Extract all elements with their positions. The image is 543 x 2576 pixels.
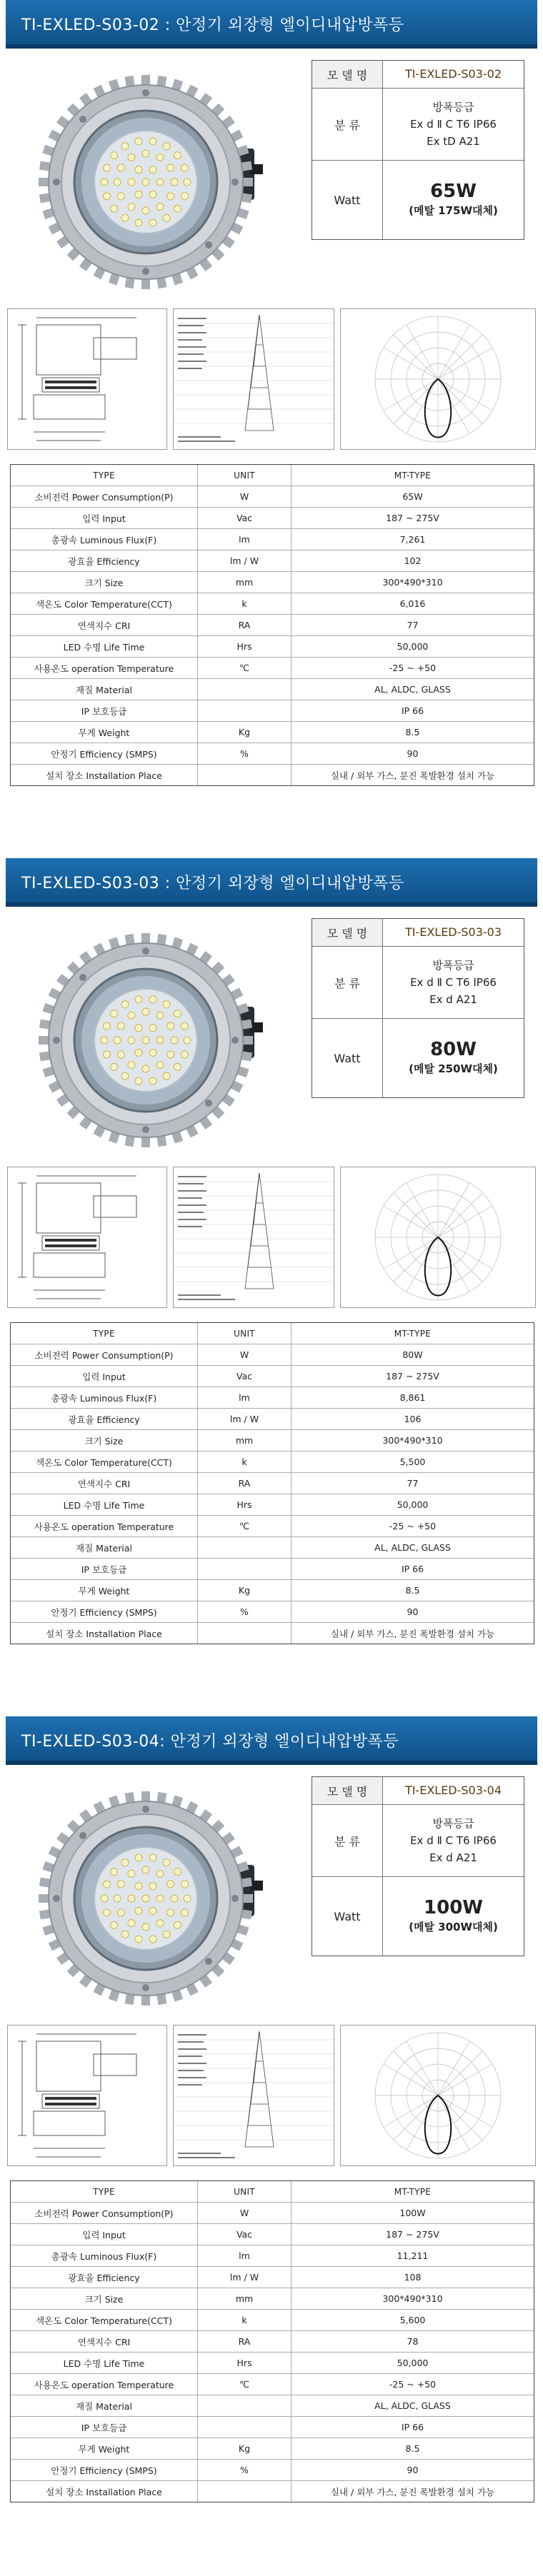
polar-distribution-chart <box>340 2025 536 2166</box>
row-type: LED 수명 Life Time <box>11 2353 198 2373</box>
watt-value: 65W <box>430 181 477 202</box>
table-row <box>11 743 534 765</box>
row-unit: Hrs <box>198 2353 292 2373</box>
row-type: IP 보호등급 <box>11 2417 198 2437</box>
class-line: Ex tD A21 <box>427 135 480 148</box>
row-type: 색온도 Color Temperature(CCT) <box>11 1451 198 1472</box>
dimension-drawing <box>7 2025 167 2166</box>
table-header <box>11 465 534 486</box>
row-unit <box>198 2481 292 2502</box>
table-row <box>11 1537 534 1559</box>
table-row <box>11 2374 534 2395</box>
row-value: -25 ~ +50 <box>389 663 437 673</box>
row-type: 총광속 Luminous Flux(F) <box>11 1387 198 1408</box>
table-row <box>11 722 534 743</box>
row-unit: RA <box>198 615 292 635</box>
watt-label: Watt <box>312 161 383 239</box>
row-unit: mm <box>198 1430 292 1451</box>
row-unit: k <box>198 593 292 614</box>
row-type: LED 수명 Life Time <box>11 1494 198 1515</box>
watt-value: 80W <box>430 1039 477 1060</box>
row-value: 6,016 <box>399 598 426 609</box>
class-row <box>312 89 524 161</box>
row-unit <box>198 1623 292 1644</box>
model-value: TI-EXLED-S03-02 <box>404 67 502 81</box>
row-unit: W <box>198 2203 292 2223</box>
table-row <box>11 679 534 700</box>
watt-row <box>312 161 524 239</box>
model-label: 모 델 명 <box>312 919 383 946</box>
row-type: 설치 장소 Installation Place <box>11 765 198 785</box>
row-unit: lm / W <box>198 1409 292 1429</box>
technical-drawings <box>7 1167 536 1308</box>
class-line: 방폭등급 <box>432 101 474 114</box>
row-type: 안정기 Efficiency (SMPS) <box>11 2460 198 2480</box>
row-value: 300*490*310 <box>382 2293 443 2304</box>
watt-row <box>312 1019 524 1097</box>
polar-distribution-chart <box>340 308 536 450</box>
class-row <box>312 947 524 1019</box>
row-type: 입력 Input <box>11 1366 198 1387</box>
model-row <box>312 61 524 89</box>
row-type: 소비전력 Power Consumption(P) <box>11 486 198 507</box>
light-distribution-chart <box>173 308 334 450</box>
table-row <box>11 1387 534 1409</box>
model-value: TI-EXLED-S03-03 <box>404 925 502 939</box>
row-value: 187 ~ 275V <box>386 513 439 523</box>
row-unit: Hrs <box>198 636 292 657</box>
row-type: 소비전력 Power Consumption(P) <box>11 1344 198 1365</box>
table-row <box>11 593 534 615</box>
class-line: 방폭등급 <box>432 959 474 972</box>
row-unit <box>198 679 292 700</box>
row-unit: RA <box>198 1473 292 1494</box>
product-photo <box>39 930 274 1151</box>
watt-label: Watt <box>312 1019 383 1097</box>
table-row <box>11 1623 534 1644</box>
table-row <box>11 2331 534 2353</box>
row-type: 재질 Material <box>11 679 198 700</box>
table-header <box>11 2181 534 2203</box>
row-value: 187 ~ 275V <box>386 1371 439 1382</box>
row-type: 광효율 Efficiency <box>11 2267 198 2288</box>
column-header: UNIT <box>198 465 292 485</box>
row-unit <box>198 1537 292 1558</box>
watt-values <box>383 161 524 239</box>
row-type: 광효율 Efficiency <box>11 550 198 571</box>
row-unit: lm <box>198 529 292 550</box>
spec-table <box>10 2180 534 2502</box>
table-row <box>11 1409 534 1430</box>
class-line: Ex d A21 <box>429 993 477 1006</box>
row-unit: Kg <box>198 2438 292 2459</box>
class-values <box>383 947 524 1018</box>
table-row <box>11 1366 534 1387</box>
row-type: 안정기 Efficiency (SMPS) <box>11 1601 198 1622</box>
row-type: 설치 장소 Installation Place <box>11 1623 198 1644</box>
watt-value: 100W <box>424 1897 483 1918</box>
row-type: 재질 Material <box>11 2395 198 2416</box>
table-row <box>11 2224 534 2245</box>
row-type: 연색지수 CRI <box>11 615 198 635</box>
row-type: 크기 Size <box>11 572 198 593</box>
product-title-banner <box>6 858 537 907</box>
watt-note: (메탈 300W대체) <box>409 1921 498 1933</box>
row-type: 안정기 Efficiency (SMPS) <box>11 743 198 764</box>
row-value: 78 <box>407 2336 419 2347</box>
row-unit: lm / W <box>198 2267 292 2288</box>
row-unit: ℃ <box>198 2374 292 2395</box>
model-label: 모 델 명 <box>312 1777 383 1804</box>
product-section <box>0 858 543 1716</box>
row-unit: RA <box>198 2331 292 2352</box>
model-label: 모 델 명 <box>312 61 383 88</box>
row-unit <box>198 2395 292 2416</box>
table-header <box>11 1323 534 1344</box>
class-values <box>383 1805 524 1876</box>
table-row <box>11 2460 534 2481</box>
table-row <box>11 2353 534 2374</box>
row-unit: % <box>198 1601 292 1622</box>
row-value: 90 <box>407 1606 419 1617</box>
row-type: 무게 Weight <box>11 2438 198 2459</box>
table-row <box>11 1451 534 1473</box>
lamp-image <box>39 75 263 289</box>
row-value: IP 66 <box>401 705 424 716</box>
row-value: 102 <box>404 555 422 566</box>
row-value: 실내 / 외부 가스, 분진 폭발환경 설치 가능 <box>330 1628 495 1639</box>
table-row <box>11 2395 534 2417</box>
row-type: 무게 Weight <box>11 722 198 743</box>
table-row <box>11 658 534 679</box>
model-value: TI-EXLED-S03-04 <box>404 1783 502 1797</box>
class-line: Ex d Ⅱ C T6 IP66 <box>410 1834 497 1847</box>
table-row <box>11 765 534 785</box>
watt-note: (메탈 250W대체) <box>409 1062 498 1075</box>
row-type: 입력 Input <box>11 2224 198 2245</box>
row-value: 8.5 <box>405 1585 420 1596</box>
column-header: UNIT <box>198 2181 292 2202</box>
row-unit: k <box>198 2310 292 2330</box>
row-type: 연색지수 CRI <box>11 2331 198 2352</box>
row-unit: ℃ <box>198 1516 292 1536</box>
spec-table <box>10 464 534 786</box>
table-row <box>11 2438 534 2460</box>
row-type: 연색지수 CRI <box>11 1473 198 1494</box>
lamp-image <box>39 933 263 1147</box>
dimension-drawing <box>7 1167 167 1308</box>
light-distribution-chart <box>173 2025 334 2166</box>
row-type: 무게 Weight <box>11 1580 198 1601</box>
class-row <box>312 1805 524 1877</box>
table-row <box>11 2203 534 2224</box>
row-value: 실내 / 외부 가스, 분진 폭발환경 설치 가능 <box>330 770 495 781</box>
row-unit: lm <box>198 1387 292 1408</box>
row-type: 설치 장소 Installation Place <box>11 2481 198 2502</box>
row-value: 300*490*310 <box>382 1435 443 1446</box>
row-value: IP 66 <box>401 2422 424 2432</box>
technical-drawings <box>7 308 536 450</box>
row-type: 입력 Input <box>11 508 198 528</box>
row-type: 소비전력 Power Consumption(P) <box>11 2203 198 2223</box>
table-row <box>11 1580 534 1601</box>
class-label: 분 류 <box>312 947 383 1018</box>
row-value: 5,600 <box>399 2315 426 2325</box>
technical-drawings <box>7 2025 536 2166</box>
table-row <box>11 508 534 529</box>
row-value: 90 <box>407 2465 419 2475</box>
product-photo <box>39 71 274 293</box>
row-unit: lm <box>198 2245 292 2266</box>
row-value: 50,000 <box>397 2358 429 2368</box>
table-row <box>11 2245 534 2267</box>
product-section <box>0 1716 543 2575</box>
row-type: IP 보호등급 <box>11 1559 198 1579</box>
row-type: 사용온도 operation Temperature <box>11 1516 198 1536</box>
row-unit: mm <box>198 2288 292 2309</box>
table-row <box>11 700 534 722</box>
row-unit: Kg <box>198 722 292 743</box>
row-unit <box>198 765 292 785</box>
watt-values <box>383 1877 524 1956</box>
row-value: 50,000 <box>397 641 429 652</box>
class-line: Ex d Ⅱ C T6 IP66 <box>410 976 497 989</box>
column-header: TYPE <box>11 465 198 485</box>
column-header: TYPE <box>11 2181 198 2202</box>
class-line: Ex d A21 <box>429 1851 477 1864</box>
table-row <box>11 550 534 572</box>
table-row <box>11 615 534 636</box>
row-type: LED 수명 Life Time <box>11 636 198 657</box>
lamp-image <box>39 1791 263 2006</box>
column-header: MT-TYPE <box>394 1328 432 1339</box>
class-line: Ex d Ⅱ C T6 IP66 <box>410 118 497 131</box>
row-unit: k <box>198 1451 292 1472</box>
spec-summary-box <box>312 60 524 240</box>
table-row <box>11 636 534 658</box>
row-type: 총광속 Luminous Flux(F) <box>11 2245 198 2266</box>
table-row <box>11 1601 534 1623</box>
row-unit: mm <box>198 572 292 593</box>
table-row <box>11 1559 534 1580</box>
row-unit: Vac <box>198 1366 292 1387</box>
row-type: IP 보호등급 <box>11 700 198 721</box>
product-title-banner <box>6 0 537 49</box>
row-value: AL, ALDC, GLASS <box>374 684 451 695</box>
row-value: 108 <box>404 2272 422 2283</box>
row-value: 187 ~ 275V <box>386 2229 439 2240</box>
dimension-drawing <box>7 308 167 450</box>
table-row <box>11 2417 534 2438</box>
row-value: 11,211 <box>397 2250 429 2261</box>
product-title: TI-EXLED-S03-04: 안정기 외장형 엘이디내압방폭등 <box>21 1733 399 1751</box>
column-header: MT-TYPE <box>394 2186 432 2197</box>
row-value: 106 <box>404 1414 422 1424</box>
light-distribution-chart <box>173 1167 334 1308</box>
row-value: 8,861 <box>399 1392 426 1403</box>
table-row <box>11 1430 534 1451</box>
row-value: -25 ~ +50 <box>389 2379 437 2390</box>
watt-label: Watt <box>312 1877 383 1956</box>
row-type: 색온도 Color Temperature(CCT) <box>11 2310 198 2330</box>
row-unit: Hrs <box>198 1494 292 1515</box>
column-header: UNIT <box>198 1323 292 1344</box>
class-label: 분 류 <box>312 89 383 160</box>
row-value: 8.5 <box>405 727 420 738</box>
model-row <box>312 1777 524 1805</box>
spec-summary-box <box>312 918 524 1098</box>
row-value: 100W <box>399 2208 426 2218</box>
row-unit: W <box>198 486 292 507</box>
row-unit <box>198 1559 292 1579</box>
table-row <box>11 1516 534 1537</box>
table-row <box>11 2288 534 2310</box>
row-type: 크기 Size <box>11 1430 198 1451</box>
row-unit: % <box>198 743 292 764</box>
row-value: 50,000 <box>397 1499 429 1510</box>
row-type: 사용온도 operation Temperature <box>11 2374 198 2395</box>
row-value: 65W <box>402 491 423 502</box>
class-values <box>383 89 524 160</box>
product-title: TI-EXLED-S03-03 : 안정기 외장형 엘이디내압방폭등 <box>21 875 404 892</box>
row-type: 사용온도 operation Temperature <box>11 658 198 678</box>
table-row <box>11 2310 534 2331</box>
product-title-banner <box>6 1716 537 1765</box>
row-unit: Vac <box>198 2224 292 2245</box>
row-value: 90 <box>407 748 419 759</box>
row-value: AL, ALDC, GLASS <box>374 1542 451 1553</box>
table-row <box>11 1473 534 1494</box>
row-unit <box>198 2417 292 2437</box>
row-unit: % <box>198 2460 292 2480</box>
row-unit: lm / W <box>198 550 292 571</box>
spec-table <box>10 1322 534 1644</box>
row-unit: ℃ <box>198 658 292 678</box>
table-row <box>11 2267 534 2288</box>
row-type: 광효율 Efficiency <box>11 1409 198 1429</box>
row-value: AL, ALDC, GLASS <box>374 2400 451 2411</box>
table-row <box>11 2481 534 2502</box>
watt-row <box>312 1877 524 1956</box>
row-unit: W <box>198 1344 292 1365</box>
row-type: 재질 Material <box>11 1537 198 1558</box>
polar-distribution-chart <box>340 1167 536 1308</box>
watt-note: (메탈 175W대체) <box>409 204 498 217</box>
product-title: TI-EXLED-S03-02 : 안정기 외장형 엘이디내압방폭등 <box>21 16 404 34</box>
row-value: 77 <box>407 1478 419 1489</box>
row-unit: Vac <box>198 508 292 528</box>
row-type: 총광속 Luminous Flux(F) <box>11 529 198 550</box>
row-value: 실내 / 외부 가스, 분진 폭발환경 설치 가능 <box>330 2486 495 2497</box>
table-row <box>11 1494 534 1516</box>
product-section <box>0 0 543 858</box>
class-line: 방폭등급 <box>432 1817 474 1830</box>
column-header: MT-TYPE <box>394 470 432 481</box>
table-row <box>11 1344 534 1366</box>
row-unit <box>198 700 292 721</box>
class-label: 분 류 <box>312 1805 383 1876</box>
row-value: 80W <box>402 1349 423 1360</box>
row-value: 300*490*310 <box>382 577 443 588</box>
row-value: 5,500 <box>399 1456 426 1467</box>
row-value: 7,261 <box>399 534 426 545</box>
row-value: 77 <box>407 620 419 630</box>
spec-summary-box <box>312 1776 524 1956</box>
row-unit: Kg <box>198 1580 292 1601</box>
row-type: 색온도 Color Temperature(CCT) <box>11 593 198 614</box>
table-row <box>11 486 534 508</box>
table-row <box>11 572 534 593</box>
row-type: 크기 Size <box>11 2288 198 2309</box>
row-value: IP 66 <box>401 1564 424 1574</box>
row-value: -25 ~ +50 <box>389 1521 437 1531</box>
product-photo <box>39 1788 274 2009</box>
model-row <box>312 919 524 947</box>
row-value: 8.5 <box>405 2443 420 2454</box>
watt-values <box>383 1019 524 1097</box>
table-row <box>11 529 534 550</box>
column-header: TYPE <box>11 1323 198 1344</box>
